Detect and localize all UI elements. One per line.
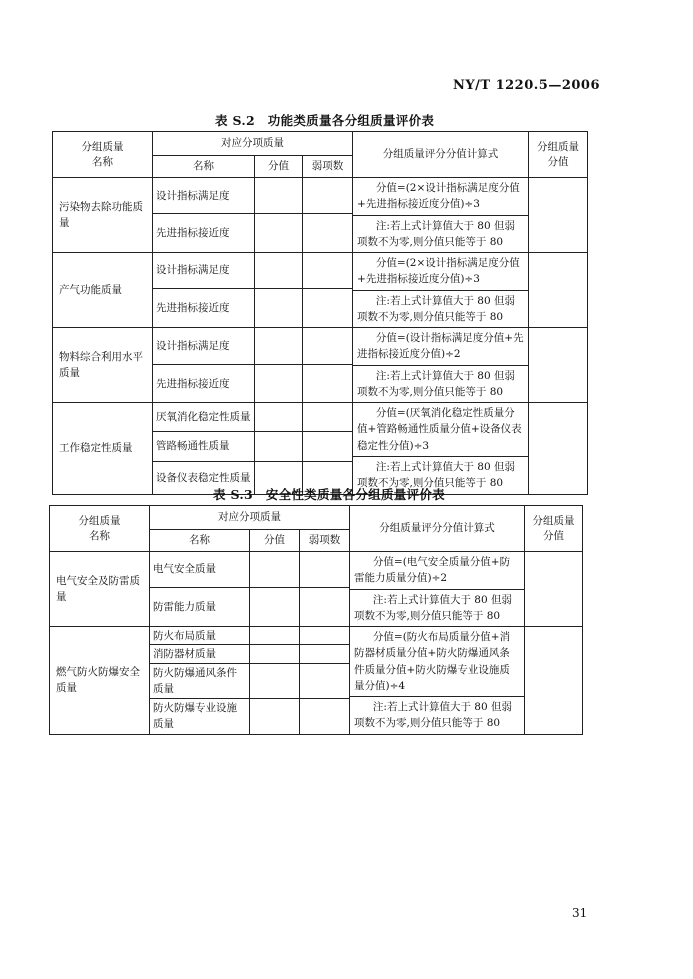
standard-number: NY/T 1220.5—2006 (452, 78, 600, 93)
formula-note: 注:若上式计算值大于 80 但弱项数不为零,则分值只能等于 80 (353, 215, 528, 253)
weak-cell (303, 431, 353, 462)
table-row (50, 552, 583, 588)
weak-cell (303, 288, 353, 327)
formula-cell (350, 552, 525, 627)
group-score-cell (525, 552, 583, 627)
group-name: 产气功能质量 (53, 253, 153, 328)
weak-cell (300, 699, 350, 735)
group-score-cell (529, 253, 588, 328)
table-row (50, 627, 583, 645)
group-name: 工作稳定性质量 (53, 403, 153, 494)
header-group-score: 分组质量 分值 (525, 506, 583, 552)
score-cell (250, 699, 300, 735)
sub-item-name: 厌氧消化稳定性质量 (153, 403, 255, 431)
weak-cell (300, 663, 350, 699)
formula-note: 注:若上式计算值大于 80 但弱项数不为零,则分值只能等于 80 (353, 365, 528, 403)
score-cell (255, 253, 303, 289)
score-cell (250, 587, 300, 626)
formula-cell (353, 328, 529, 403)
weak-cell (303, 403, 353, 431)
formula-note: 注:若上式计算值大于 80 但弱项数不为零,则分值只能等于 80 (353, 290, 528, 328)
weak-cell (300, 587, 350, 626)
group-score-cell (529, 403, 588, 494)
sub-item-name: 先进指标接近度 (153, 288, 255, 327)
sub-item-name: 消防器材质量 (150, 645, 250, 663)
score-cell (255, 178, 303, 214)
score-cell (255, 431, 303, 462)
score-cell (255, 288, 303, 327)
formula-text: 分值=(厌氧消化稳定性质量分值+管路畅通性质量分值+设备仪表稳定性分值)÷3 (357, 407, 522, 452)
sub-item-name: 先进指标接近度 (153, 214, 255, 253)
formula-cell (350, 627, 525, 735)
weak-cell (300, 627, 350, 645)
sub-item-name: 设计指标满足度 (153, 328, 255, 365)
score-cell (250, 663, 300, 699)
table-s3-caption: 表 S.3 安全性类质量各分组质量评价表 (213, 487, 445, 502)
sub-item-name: 防火布局质量 (150, 627, 250, 645)
sub-item-name: 电气安全质量 (150, 552, 250, 588)
table-row (53, 403, 588, 431)
score-cell (255, 403, 303, 431)
header-group-name: 分组质量 名称 (53, 132, 153, 178)
formula-note: 注:若上式计算值大于 80 但弱项数不为零,则分值只能等于 80 (350, 589, 524, 627)
group-name: 物料综合利用水平质量 (53, 328, 153, 403)
formula-text: 分值=(设计指标满足度分值+先进指标接近度分值)÷2 (357, 332, 524, 361)
sub-item-name: 管路畅通性质量 (153, 431, 255, 462)
header-score: 分值 (255, 156, 303, 178)
header-weak-count: 弱项数 (300, 530, 350, 552)
score-cell (255, 214, 303, 253)
formula-cell (353, 253, 529, 328)
sub-item-name: 设计指标满足度 (153, 178, 255, 214)
sub-item-name: 防雷能力质量 (150, 587, 250, 626)
group-name: 污染物去除功能质量 (53, 178, 153, 253)
header-sub-items: 对应分项质量 (153, 132, 353, 156)
header-group-name: 分组质量 名称 (50, 506, 150, 552)
sub-item-name: 设备仪表稳定性质量 (153, 462, 255, 494)
table-s2 (52, 131, 588, 495)
formula-cell (353, 178, 529, 253)
page-number: 31 (572, 906, 588, 920)
weak-cell (303, 253, 353, 289)
group-score-cell (529, 328, 588, 403)
score-cell (250, 645, 300, 663)
header-name: 名称 (153, 156, 255, 178)
score-cell (255, 365, 303, 403)
header-weak-count: 弱项数 (303, 156, 353, 178)
table-s3 (49, 505, 583, 735)
score-cell (255, 328, 303, 365)
score-cell (250, 627, 300, 645)
header-score: 分值 (250, 530, 300, 552)
header-formula: 分组质量评分分值计算式 (353, 132, 529, 178)
weak-cell (303, 328, 353, 365)
group-score-cell (529, 178, 588, 253)
sub-item-name: 防火防爆通风条件质量 (150, 663, 250, 699)
formula-note: 注:若上式计算值大于 80 但弱项数不为零,则分值只能等于 80 (350, 696, 524, 734)
header-name: 名称 (150, 530, 250, 552)
weak-cell (303, 214, 353, 253)
table-row (53, 253, 588, 289)
score-cell (250, 552, 300, 588)
formula-text: 分值=(防火布局质量分值+消防器材质量分值+防火防爆通风条件质量分值+防火防爆专业设施质量分值)÷4 (354, 631, 511, 692)
sub-item-name: 设计指标满足度 (153, 253, 255, 289)
weak-cell (300, 645, 350, 663)
group-score-cell (525, 627, 583, 735)
header-formula: 分组质量评分分值计算式 (350, 506, 525, 552)
formula-cell (353, 403, 529, 494)
header-group-score: 分组质量 分值 (529, 132, 588, 178)
sub-item-name: 防火防爆专业设施质量 (150, 699, 250, 735)
formula-text: 分值=(2×设计指标满足度分值+先进指标接近度分值)÷3 (357, 182, 520, 211)
header-sub-items: 对应分项质量 (150, 506, 350, 530)
table-s2-caption: 表 S.2 功能类质量各分组质量评价表 (215, 113, 435, 128)
table-row (53, 328, 588, 365)
weak-cell (303, 178, 353, 214)
group-name: 电气安全及防雷质量 (50, 552, 150, 627)
formula-text: 分值=(电气安全质量分值+防雷能力质量分值)÷2 (354, 556, 511, 585)
weak-cell (303, 365, 353, 403)
table-row (53, 178, 588, 214)
formula-note: 注:若上式计算值大于 80 但弱项数不为零,则分值只能等于 80 (353, 456, 528, 494)
sub-item-name: 先进指标接近度 (153, 365, 255, 403)
formula-text: 分值=(2×设计指标满足度分值+先进指标接近度分值)÷3 (357, 257, 520, 286)
weak-cell (300, 552, 350, 588)
group-name: 燃气防火防爆安全质量 (50, 627, 150, 735)
